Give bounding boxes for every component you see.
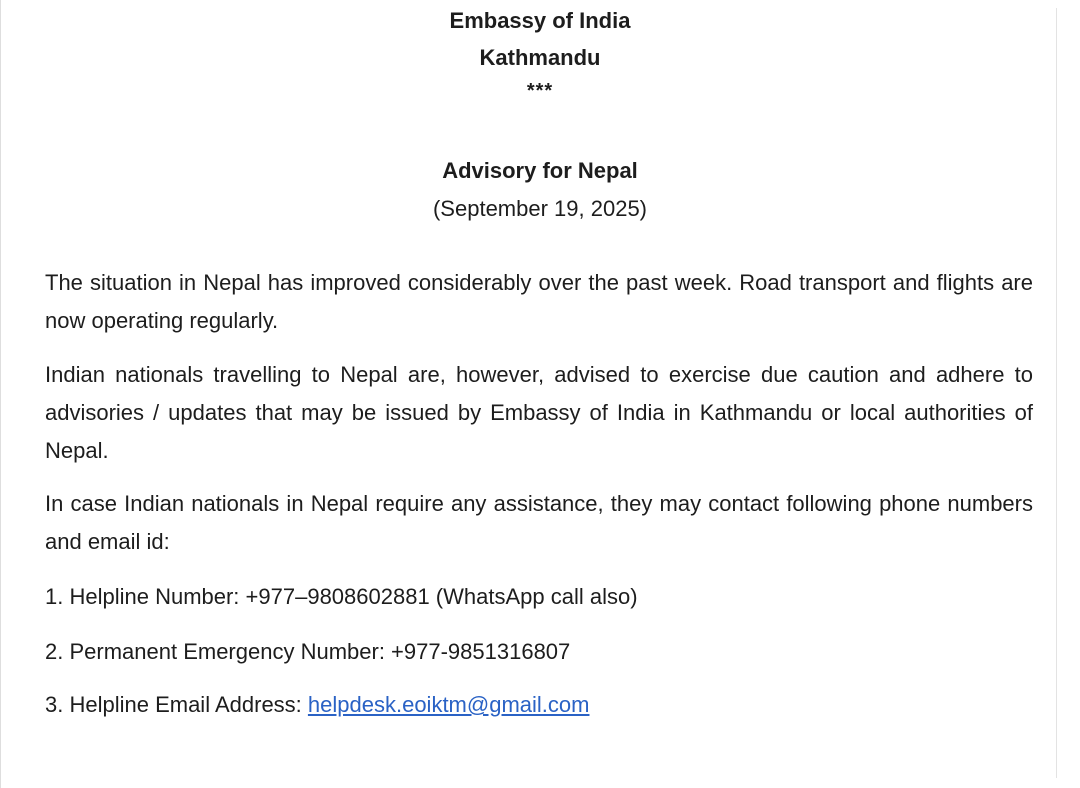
contact-emergency — [45, 637, 1033, 667]
helpline-number: +977–9808602881 (WhatsApp call also) — [245, 584, 638, 609]
emergency-label: 2. Permanent Emergency Number: — [45, 639, 392, 664]
email-label: 3. Helpline Email Address: — [45, 692, 308, 717]
emergency-number: +977-9851316807 — [391, 639, 571, 664]
contact-email — [45, 690, 1033, 720]
helpline-label: 1. Helpline Number: — [45, 584, 246, 609]
advisory-title: Advisory for Nepal — [442, 158, 638, 183]
advisory-date: (September 19, 2025) — [432, 196, 648, 221]
embassy-name: Embassy of India — [449, 8, 631, 33]
paragraph-situation: The situation in Nepal has improved considerably over the past week. Road transport and flights are now operating regularly. — [45, 270, 1033, 333]
page-right-edge — [1056, 8, 1057, 778]
paragraph-caution: Indian nationals travelling to Nepal are, however, advised to exercise due caution and adhere to advisories / updates that may be issued by Embassy of India in Kathmandu or local authorities of Nepal. — [45, 362, 1033, 463]
email-link[interactable]: helpdesk.eoiktm@gmail.com — [307, 692, 590, 717]
paragraph-assistance: In case Indian nationals in Nepal require any assistance, they may contact following phone numbers and email id: — [45, 491, 1033, 554]
header-separator: *** — [526, 80, 554, 102]
contact-helpline — [45, 582, 1033, 612]
page-left-edge — [0, 0, 1, 788]
embassy-city: Kathmandu — [479, 45, 601, 70]
